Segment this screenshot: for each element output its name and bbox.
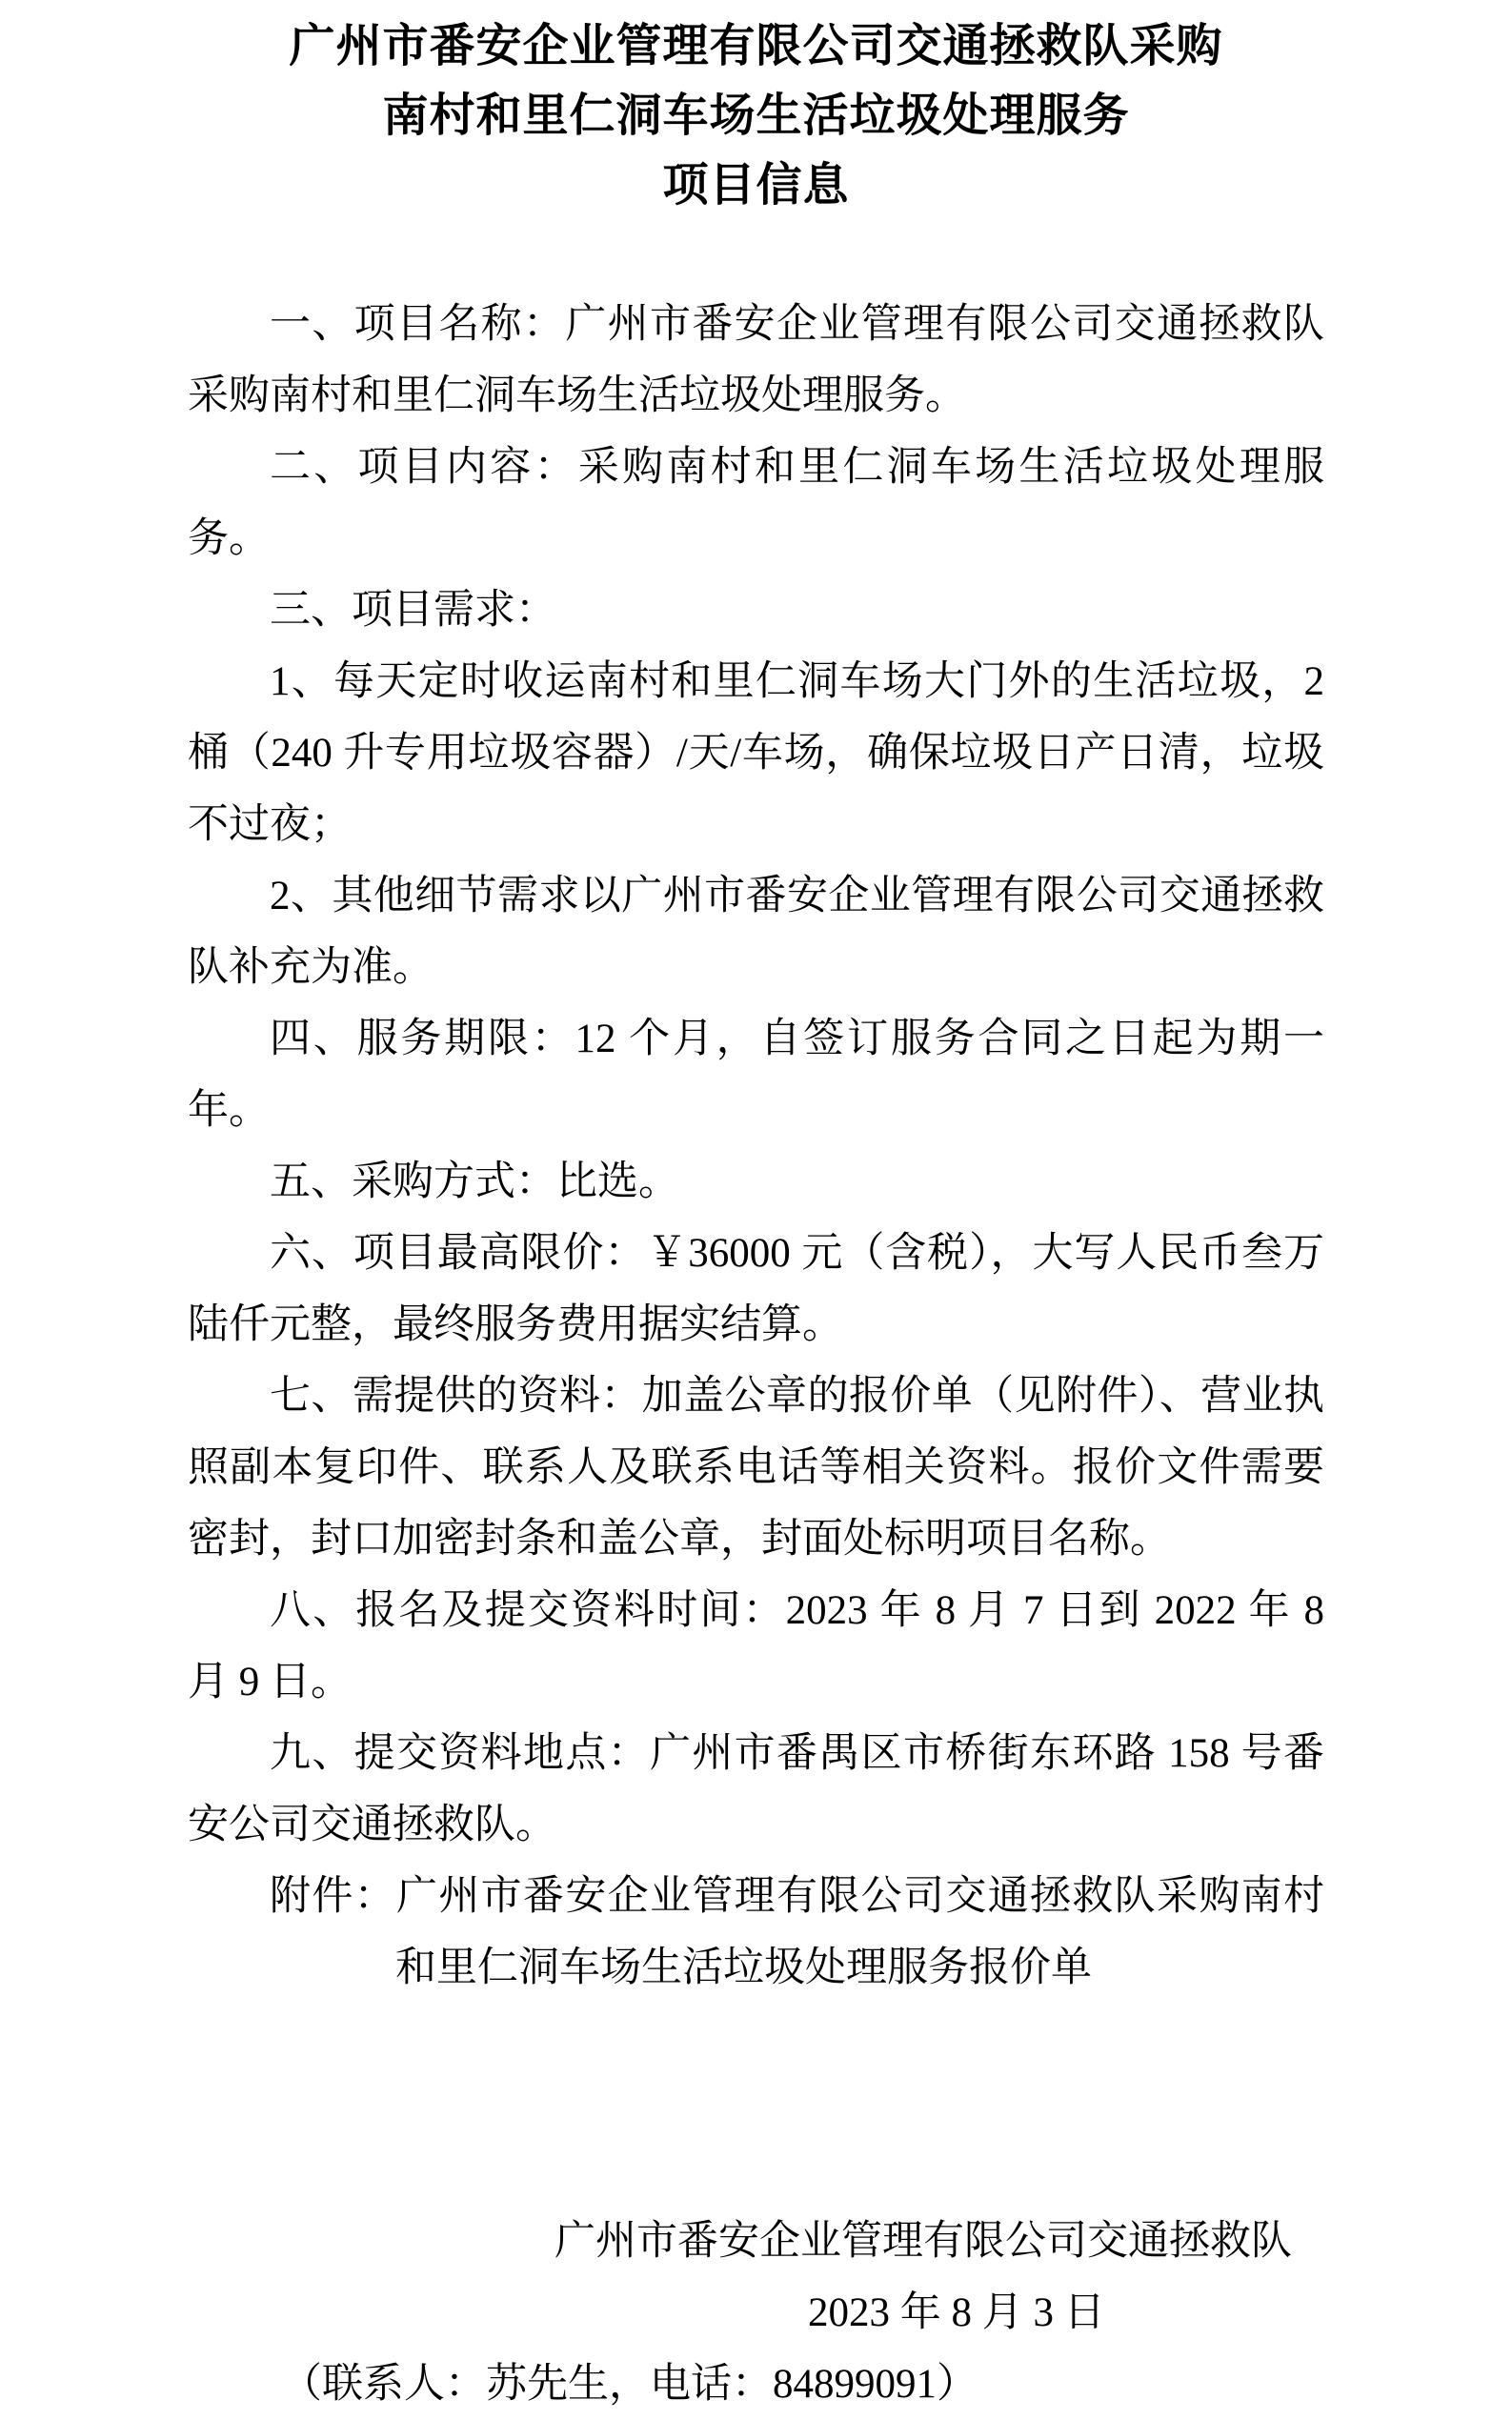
paragraph-project-content: 二、项目内容：采购南村和里仁洞车场生活垃圾处理服务。 (188, 445, 1324, 561)
title-line-3: 项目信息 (662, 160, 850, 211)
title-line-1: 广州市番安企业管理有限公司交通拯救队采购 (289, 21, 1223, 71)
paragraph-project-demand: 三、项目需求： (270, 588, 556, 633)
paragraph-project-name: 一、项目名称：广州市番安企业管理有限公司交通拯救队采购南村和里仁洞车场生活垃圾处理服务。 (188, 302, 1324, 418)
paragraph-submit-location: 九、提交资料地点：广州市番禺区市桥街东环路 158 号番安公司交通拯救队。 (188, 1731, 1324, 1847)
document-title (0, 0, 1512, 220)
signature-contact: （联系人：苏先生，电话：84899091） (281, 2362, 978, 2407)
paragraph-service-period: 四、服务期限：12 个月，自签订服务合同之日起为期一年。 (188, 1017, 1324, 1133)
paragraph-demand-item-1: 1、每天定时收运南村和里仁洞车场大门外的生活垃圾，2 桶（240 升专用垃圾容器）/天/车场，确保垃圾日产日清，垃圾不过夜； (188, 659, 1324, 847)
signature-company: 广州市番安企业管理有限公司交通拯救队 (554, 2219, 1292, 2264)
paragraph-demand-item-2: 2、其他细节需求以广州市番安企业管理有限公司交通拯救队补充为准。 (188, 874, 1324, 990)
paragraph-required-docs: 七、需提供的资料：加盖公章的报价单（见附件）、营业执照副本复印件、联系人及联系电话等相关资料。报价文件需要密封，封口加密封条和盖公章，封面处标明项目名称。 (188, 1374, 1324, 1562)
signature-block (188, 2206, 1324, 2420)
paragraph-price-limit: 六、项目最高限价：￥36000 元（含税），大写人民币叁万陆仟元整，最终服务费用据实结算。 (188, 1231, 1324, 1347)
title-line-2: 南村和里仁洞车场生活垃圾处理服务 (382, 91, 1130, 141)
paragraph-submit-time: 八、报名及提交资料时间：2023 年 8 月 7 日到 2022 年 8 月 9 日。 (188, 1588, 1324, 1704)
paragraph-attachment: 附件：广州市番安企业管理有限公司交通拯救队采购南村和里仁洞车场生活垃圾处理服务报价单 (270, 1874, 1324, 1990)
signature-date: 2023 年 8 月 3 日 (808, 2290, 1105, 2335)
paragraph-purchase-method: 五、采购方式：比选。 (270, 1160, 679, 1204)
document-body (188, 289, 1324, 2004)
